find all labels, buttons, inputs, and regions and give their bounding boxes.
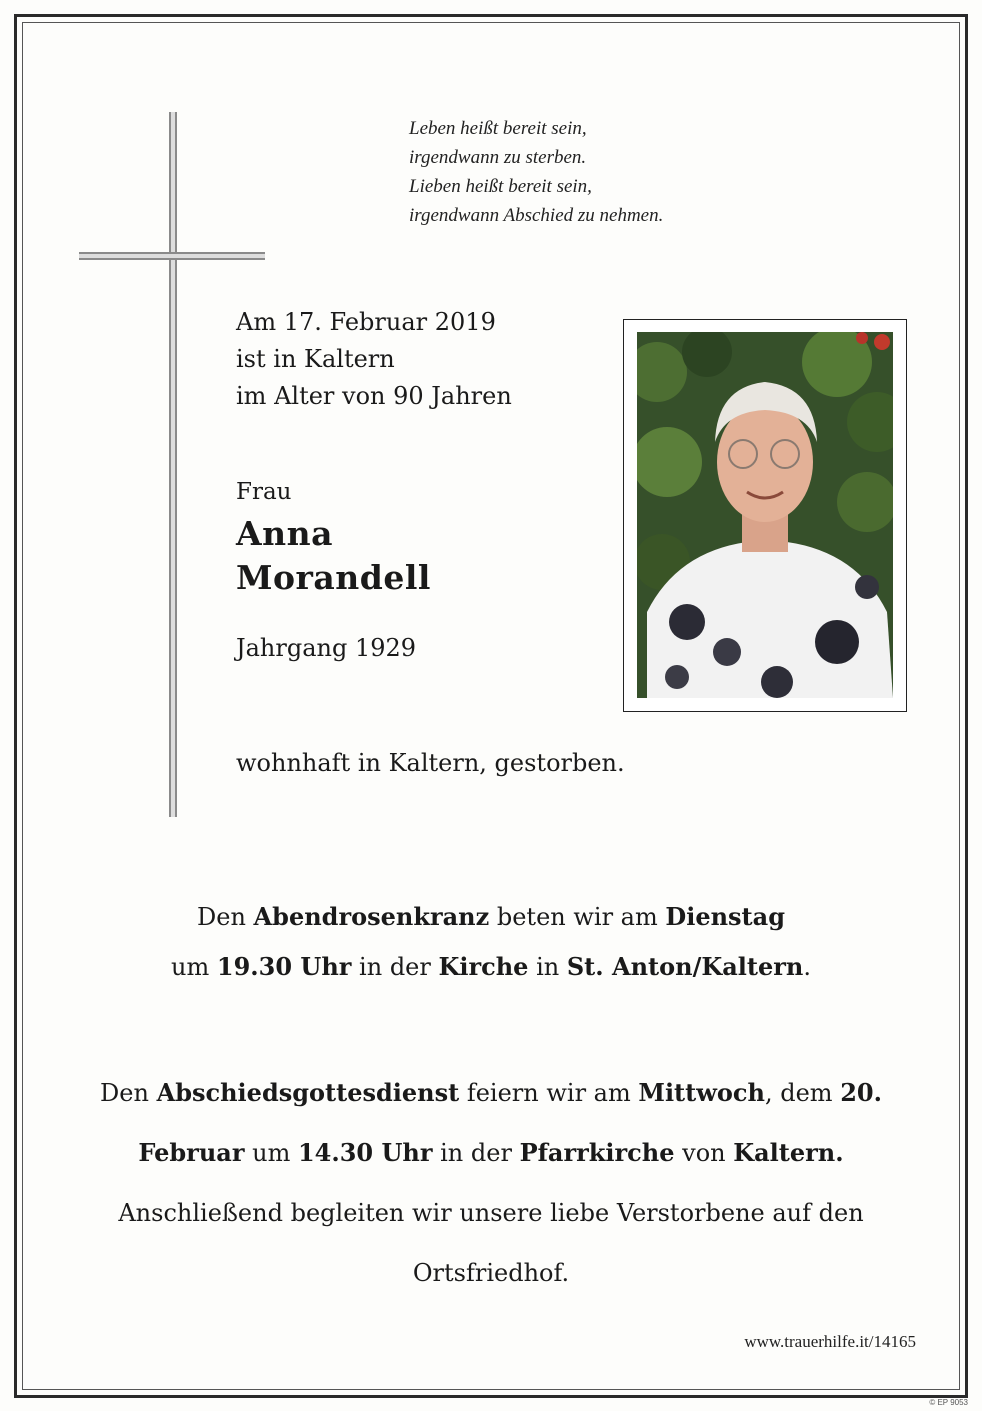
emphasis-text: Kaltern. [733,1138,844,1167]
emphasis-text: Abschiedsgottesdienst [156,1078,460,1107]
body-text: in der [351,953,439,981]
intro-line: im Alter von 90 Jahren [236,382,512,410]
salutation: Frau [236,479,292,505]
print-code: © EP 9053 [929,1398,968,1407]
rosary-line-1 [60,892,922,942]
rosary-announcement [60,892,922,992]
poem-line: Lieben heißt bereit sein, [409,176,592,197]
body-text: feiern wir am [459,1079,639,1107]
residence-line: wohnhaft in Kaltern, gestorben. [236,749,625,777]
body-text: um [244,1139,298,1167]
intro-line: Am 17. Februar 2019 [236,308,496,336]
portrait-frame [623,319,907,712]
body-text: . [803,953,811,981]
emphasis-text: Abendrosenkranz [253,902,490,931]
rosary-line-2 [60,942,922,992]
body-text: Den [100,1079,157,1107]
service-line-2 [60,1123,922,1183]
cross-icon [169,112,177,817]
deceased-name [236,512,431,600]
body-text: in [528,953,567,981]
website-link[interactable]: www.trauerhilfe.it/14165 [744,1332,916,1351]
poem-line: irgendwann Abschied zu nehmen. [409,205,664,226]
cross-icon-bar [79,252,265,260]
emphasis-text: 14.30 Uhr [297,1138,433,1167]
emphasis-text: Pfarrkirche [519,1138,675,1167]
service-line-4 [60,1243,922,1303]
poem-line: Leben heißt bereit sein, [409,118,587,139]
poem [409,114,809,230]
body-text: Anschließend begleiten wir unsere liebe Verstorbene auf den [118,1199,864,1227]
emphasis-text: Mittwoch [638,1078,765,1107]
poem-line: irgendwann zu sterben. [409,147,587,168]
body-text: um [171,953,217,981]
emphasis-text: Kirche [438,952,529,981]
body-text: von [674,1139,734,1167]
first-name: Anna [236,514,333,553]
emphasis-text: 20. [840,1078,882,1107]
birth-year: Jahrgang 1929 [236,634,417,662]
emphasis-text: St. Anton/Kaltern [566,952,804,981]
body-text: Ortsfriedhof. [412,1259,570,1287]
emphasis-text: Dienstag [665,902,785,931]
body-text: , dem [764,1079,841,1107]
intro-line: ist in Kaltern [236,345,395,373]
portrait-image [637,332,893,698]
death-notice-intro [236,304,512,415]
portrait-photo [637,332,893,698]
funeral-service-announcement [60,1063,922,1303]
body-text: in der [432,1139,520,1167]
service-line-3 [60,1183,922,1243]
emphasis-text: 19.30 Uhr [216,952,352,981]
emphasis-text: Februar [138,1138,245,1167]
last-name: Morandell [236,558,431,597]
body-text: Den [197,903,254,931]
service-line-1 [60,1063,922,1123]
body-text: beten wir am [489,903,666,931]
